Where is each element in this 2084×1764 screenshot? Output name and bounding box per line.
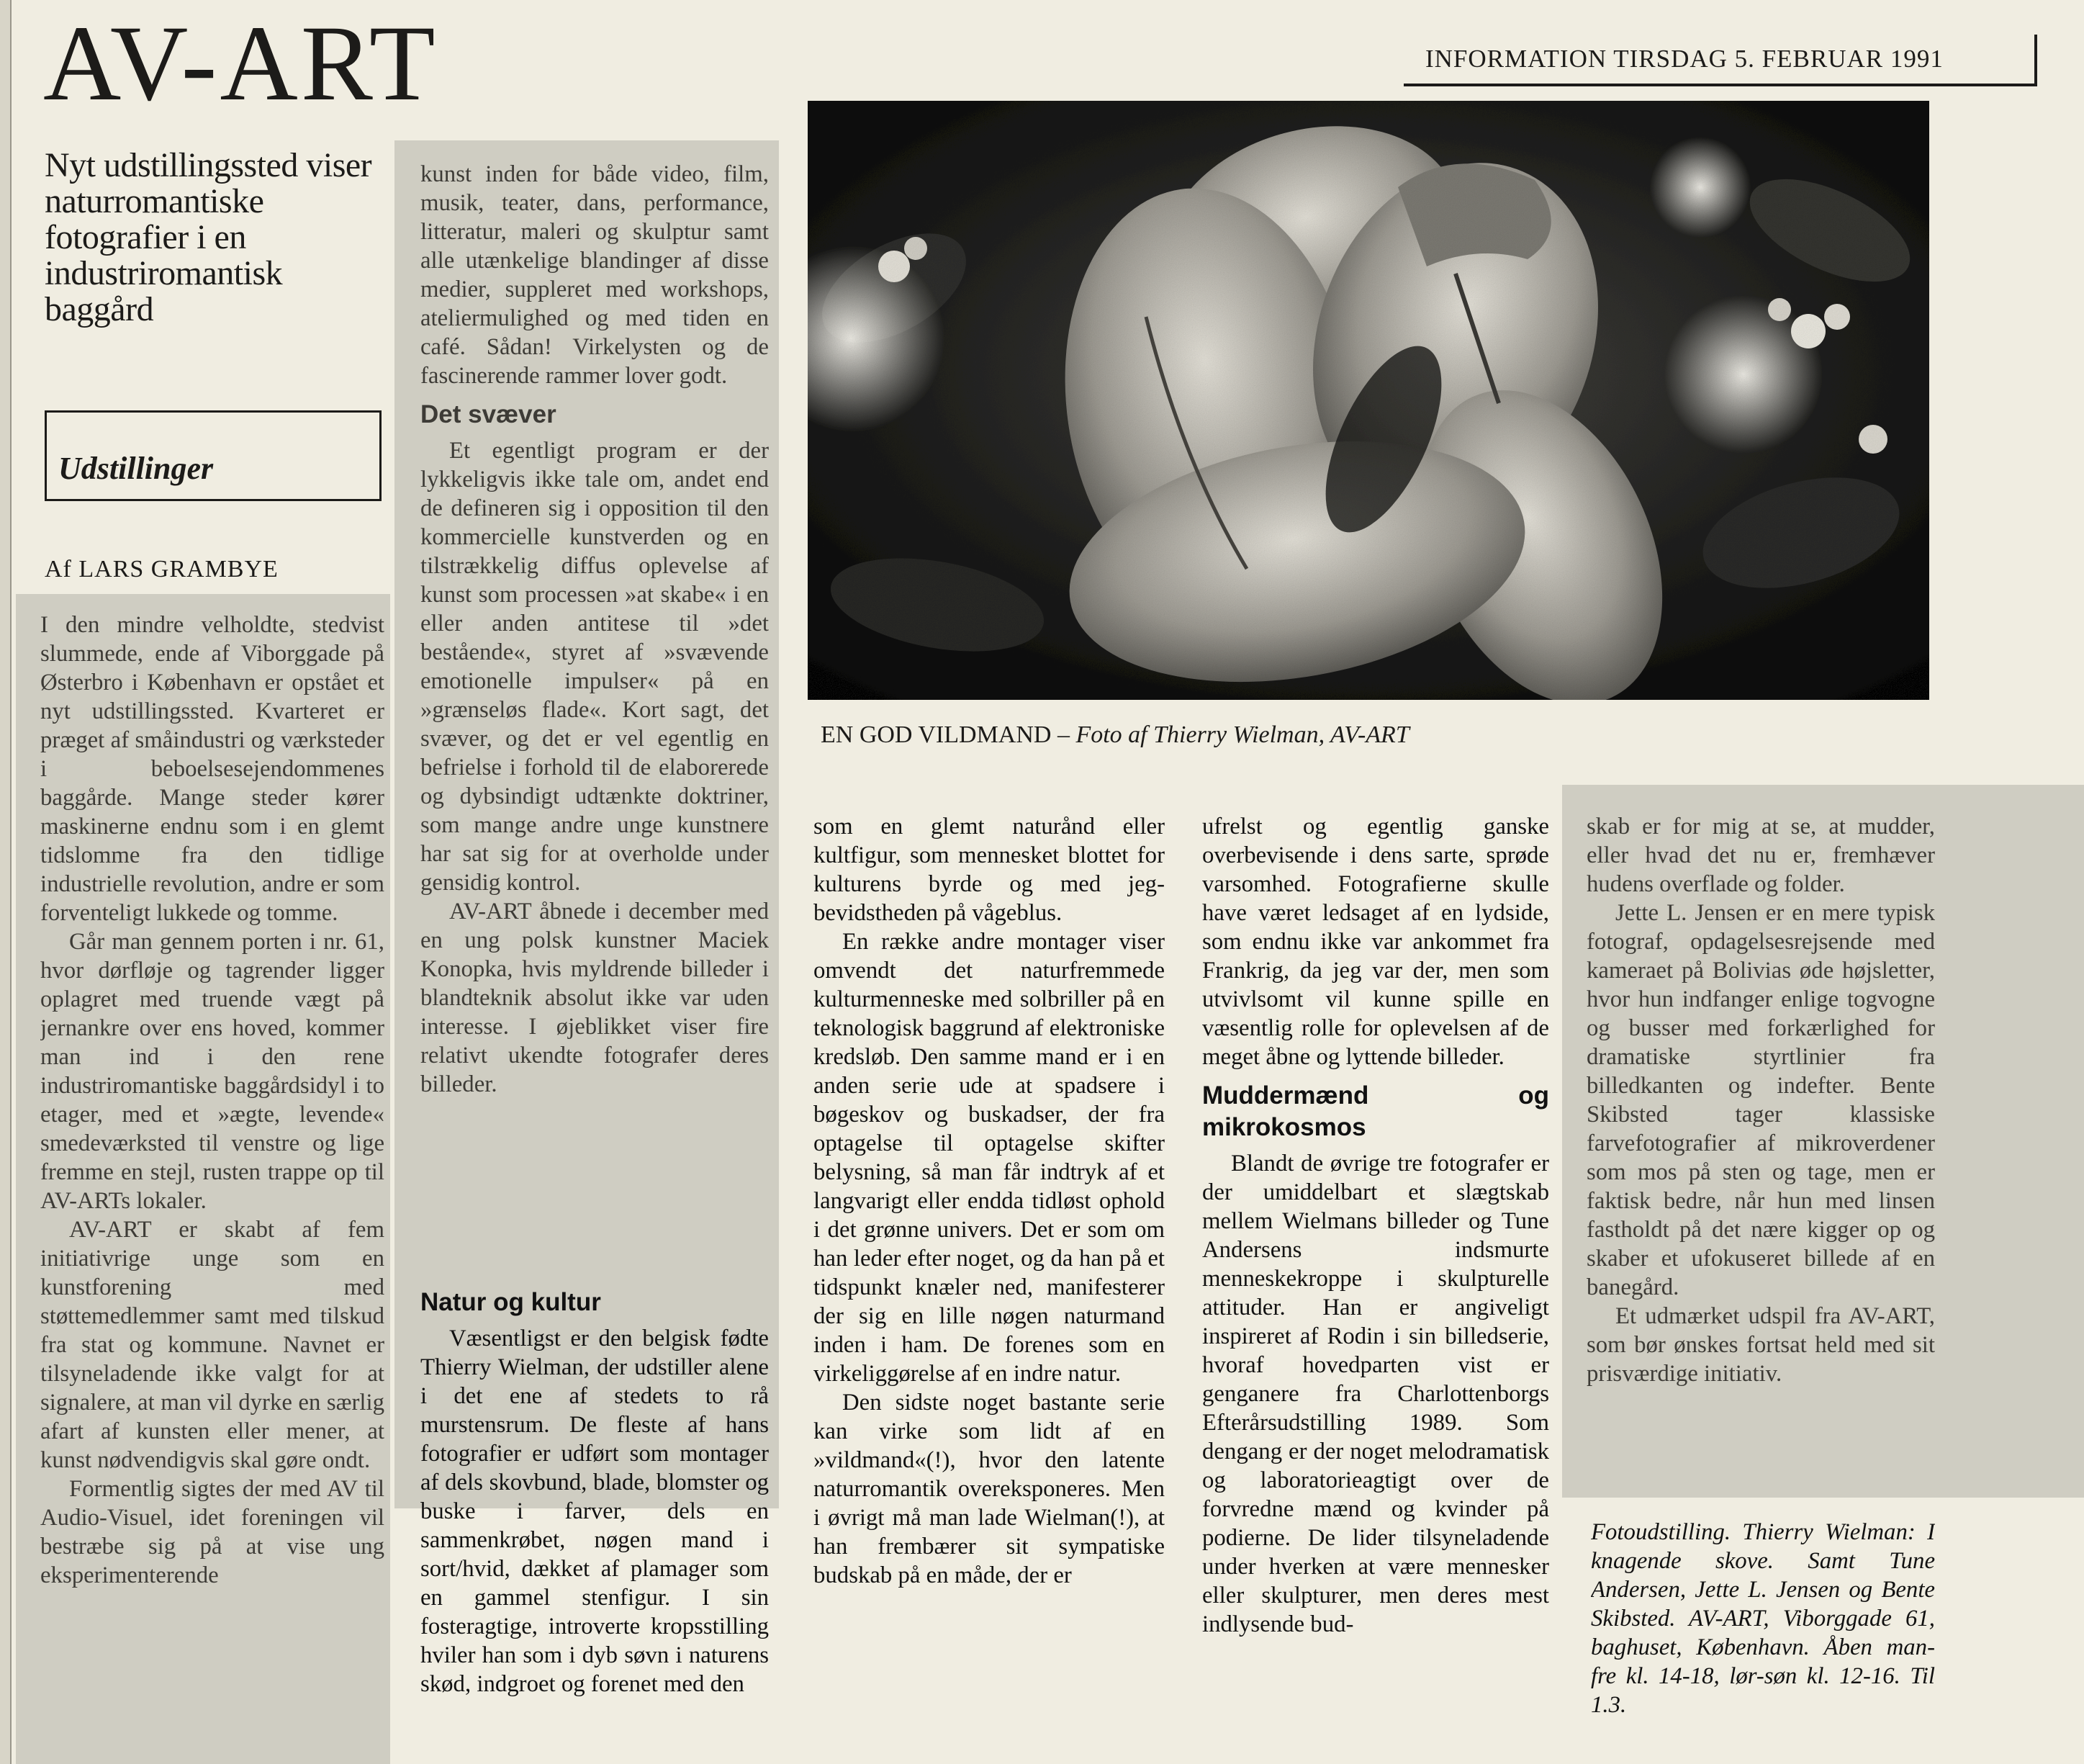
paragraph: Formentlig sigtes der med AV til Audio-Visuel, idet foreningen vil bestræbe sig på at vise ung eksperimenterende (40, 1476, 384, 1588)
paragraph: I den mindre velholdte, stedvist slummede, ende af Viborggade på Østerbro i København er opstået et nyt udstillingssted. Kvarteret er præget af småindustri og værksteder i beboelsesejendommenes baggårde. Mange steder kører maskinerne endnu som i en glemt tidslomme fra den tidlige industrielle revolution, andre er som forventeligt lukkede og tomme. (40, 612, 384, 926)
paragraph: kunst inden for både video, film, musik, teater, dans, performance, litteratur, maleri og skulptur samt alle utænkelige blandinger af disse medier, suppleret med workshops, ateliermulighed og med tiden en café. Sådan! Virkelysten og de fascinerende rammer lover godt. (420, 161, 769, 389)
article-column-5 (1587, 812, 1935, 1496)
photo-caption-title: EN GOD VILDMAND (821, 721, 1052, 748)
paragraph: Væsentligst er den belgisk fødte Thierry Wielman, der udstiller alene i det ene af stedets to rå murstensrum. De fleste af hans fotografier er udført som montager af dels skovbund, blade, blomster og buske i farver, dels en sammenkrøbet, nøgen mand i sort/hvid, dækket af plamager som en gammel stenfigur. I sin fosteragtige, introverte kropsstilling hviler han som i dyb søvn i naturens skød, indgroet og forenet med den (420, 1326, 769, 1697)
paragraph: Jette L. Jensen er en mere typisk fotograf, opdagelsesrejsende med kameraet på Bolivias øde højsletter, hvor hun indfanger enlige togvogne og busser med forkærlighed for dramatiske styrtlinier fra billedkanten og indefter. Bente Skibsted tager klassiske farvefotografier af mikroverdener som mos på sten og tage, men er faktisk bedre, når hun med linsen fastholdt på det nære kigger op og skaber et ufokuseret billede af en banegård. (1587, 900, 1935, 1300)
factbox-text: Fotoudstilling. Thierry Wielman: I knagende skove. Samt Tune Andersen, Jette L. Jensen og Bente Skibsted. AV-ART, Viborggade 61, baghuset, København. Åben man-fre kl. 14-18, lør-søn kl. 12-16. Til 1.3. (1591, 1519, 1935, 1718)
article-title: AV-ART (43, 4, 438, 123)
paragraph: Går man gennem porten i nr. 61, hvor dørfløje og tagrender ligger oplagret med truende vægt på jernankre over ens hoved, kommer man ind i den rene industriromantiske baggårdsidyl i to etager, med et »ægte, levende« smedeværksted til venstre og lige fremme en stejl, rusten trappe op til AV-ARTs lokaler. (40, 929, 384, 1214)
exhibition-factbox (1591, 1518, 1935, 1755)
paragraph: Et egentligt program er der lykkeligvis ikke tale om, andet end de defineren sig i opposition til den kommercielle kunstverden og en tilstrækkelig diffus oplevelse af kunst som processen »at skabe« i en eller anden antitese til »det bestående«, styret af »svævende emotionelle impulser« på en »grænseløs flade«. Kort sagt, det svæver, og det er vel egentlig en befrielse i forhold til de elaborerede og dybsindigt udtænkte doktriner, som mange andre unge kunstnere har sat sig for at overholde under gensidig kontrol. (420, 438, 769, 896)
paragraph: Blandt de øvrige tre fotografer er der umiddelbart et slægtskab mellem Wielmans billeder og Tune Andersens indsmurte menneskekroppe i skulpturelle attituder. Han er angiveligt inspireret af Rodin i sin billedserie, hvoraf hovedparten vist er genganere fra Charlottenborgs Efterårsudstilling 1989. Som dengang er der noget melodramatisk og laboratorieagtigt over de forvredne mænd og kvinder på podierne. De lider tilsyneladende under hverken at være mennesker eller skulpturer, men deres mest indlysende bud- (1202, 1151, 1549, 1637)
masthead-box (1404, 35, 2037, 86)
article-column-2 (420, 160, 769, 1294)
paragraph: Den sidste noget bastante serie kan virke som lidt af en »vildmand«(!), hvor den latente naturromantik overeksponeres. Men i øvrigt må man lade Wielman(!), at han frembærer sit sympatiske budskab på en måde, der er (813, 1390, 1165, 1588)
paragraph: skab er for mig at se, at mudder, eller hvad det nu er, fremhæver hudens overflade og folder. (1587, 814, 1935, 897)
byline: Af LARS GRAMBYE (45, 556, 279, 582)
subheading-det-svaever: Det svæver (420, 400, 556, 428)
subheading-muddermaend: Muddermænd og mikrokosmos (1202, 1081, 1549, 1141)
article-deck: Nyt udstillingssted viser naturromantiske fotografier i en industriromantisk baggård (45, 146, 372, 328)
article-column-3 (813, 812, 1165, 1759)
section-label: Udstillinger (58, 451, 214, 486)
paragraph: AV-ART åbnede i december med en ung polsk kunstner Maciek Konopka, hvis myldrende billeder i blandteknik absolut ikke var uden interesse. I øjeblikket viser fire relativt ukendte fotografer deres billeder. (420, 899, 769, 1097)
subheading-natur-og-kultur: Natur og kultur (420, 1288, 601, 1316)
photo-caption-credit: – Foto af Thierry Wielman, AV-ART (1057, 721, 1409, 748)
article-column-4 (1202, 812, 1549, 1759)
paragraph: En række andre montager viser omvendt det naturfremmede kulturmenneske med solbriller på en teknologisk baggrund af elektroniske kredsløb. Den samme mand er i en anden serie ude at spadsere i bøgeskov og buskadser, der fra optagelse til optagelse skifter belysning, så man får indtryk af et langvarigt eller endda tidløst ophold i det grønne univers. Det er som om han leder efter noget, og da han på et tidspunkt knæler ned, manifesterer der sig en lille nøgen naturmand inden i ham. De forenes som en virkeliggørelse af en indre natur. (813, 929, 1165, 1387)
paragraph: AV-ART er skabt af fem initiativrige unge som en kunstforening med støttemedlemmer samt med tilskud fra stat og kommune. Navnet er tilsyneladende ikke valgt for at signalere, at man vil dyrke en særlig afart af kunsten eller mener, at kunst nødvendigvis skal gøre ondt. (40, 1217, 384, 1473)
photo-caption (821, 721, 1409, 749)
clipping-left-edge (0, 0, 12, 1764)
masthead-date: INFORMATION TIRSDAG 5. FEBRUAR 1991 (1425, 45, 1944, 73)
paragraph: som en glemt naturånd eller kultfigur, som mennesket blottet for kulturens byrde og med jeg-bevidstheden på vågeblus. (813, 814, 1165, 926)
paragraph: ufrelst og egentlig ganske overbevisende i dens sarte, sprøde varsomhed. Fotografierne skulle have været ledsaget af en lydside, som endnu ikke var ankommet fra Frankrig, da jeg var der, men som utvivlsomt vil kunne spille en væsentlig rolle for oplevelsen af de meget åbne og lyttende billeder. (1202, 814, 1549, 1070)
article-photo (808, 101, 1929, 700)
section-label-box (45, 410, 382, 501)
paragraph: Et udmærket udspil fra AV-ART, som bør ønskes fortsat held med sit prisværdige initiativ. (1587, 1303, 1935, 1387)
article-column-2-bottom (420, 1278, 769, 1753)
photo-illustration (808, 101, 1929, 700)
article-column-1 (40, 611, 384, 1763)
